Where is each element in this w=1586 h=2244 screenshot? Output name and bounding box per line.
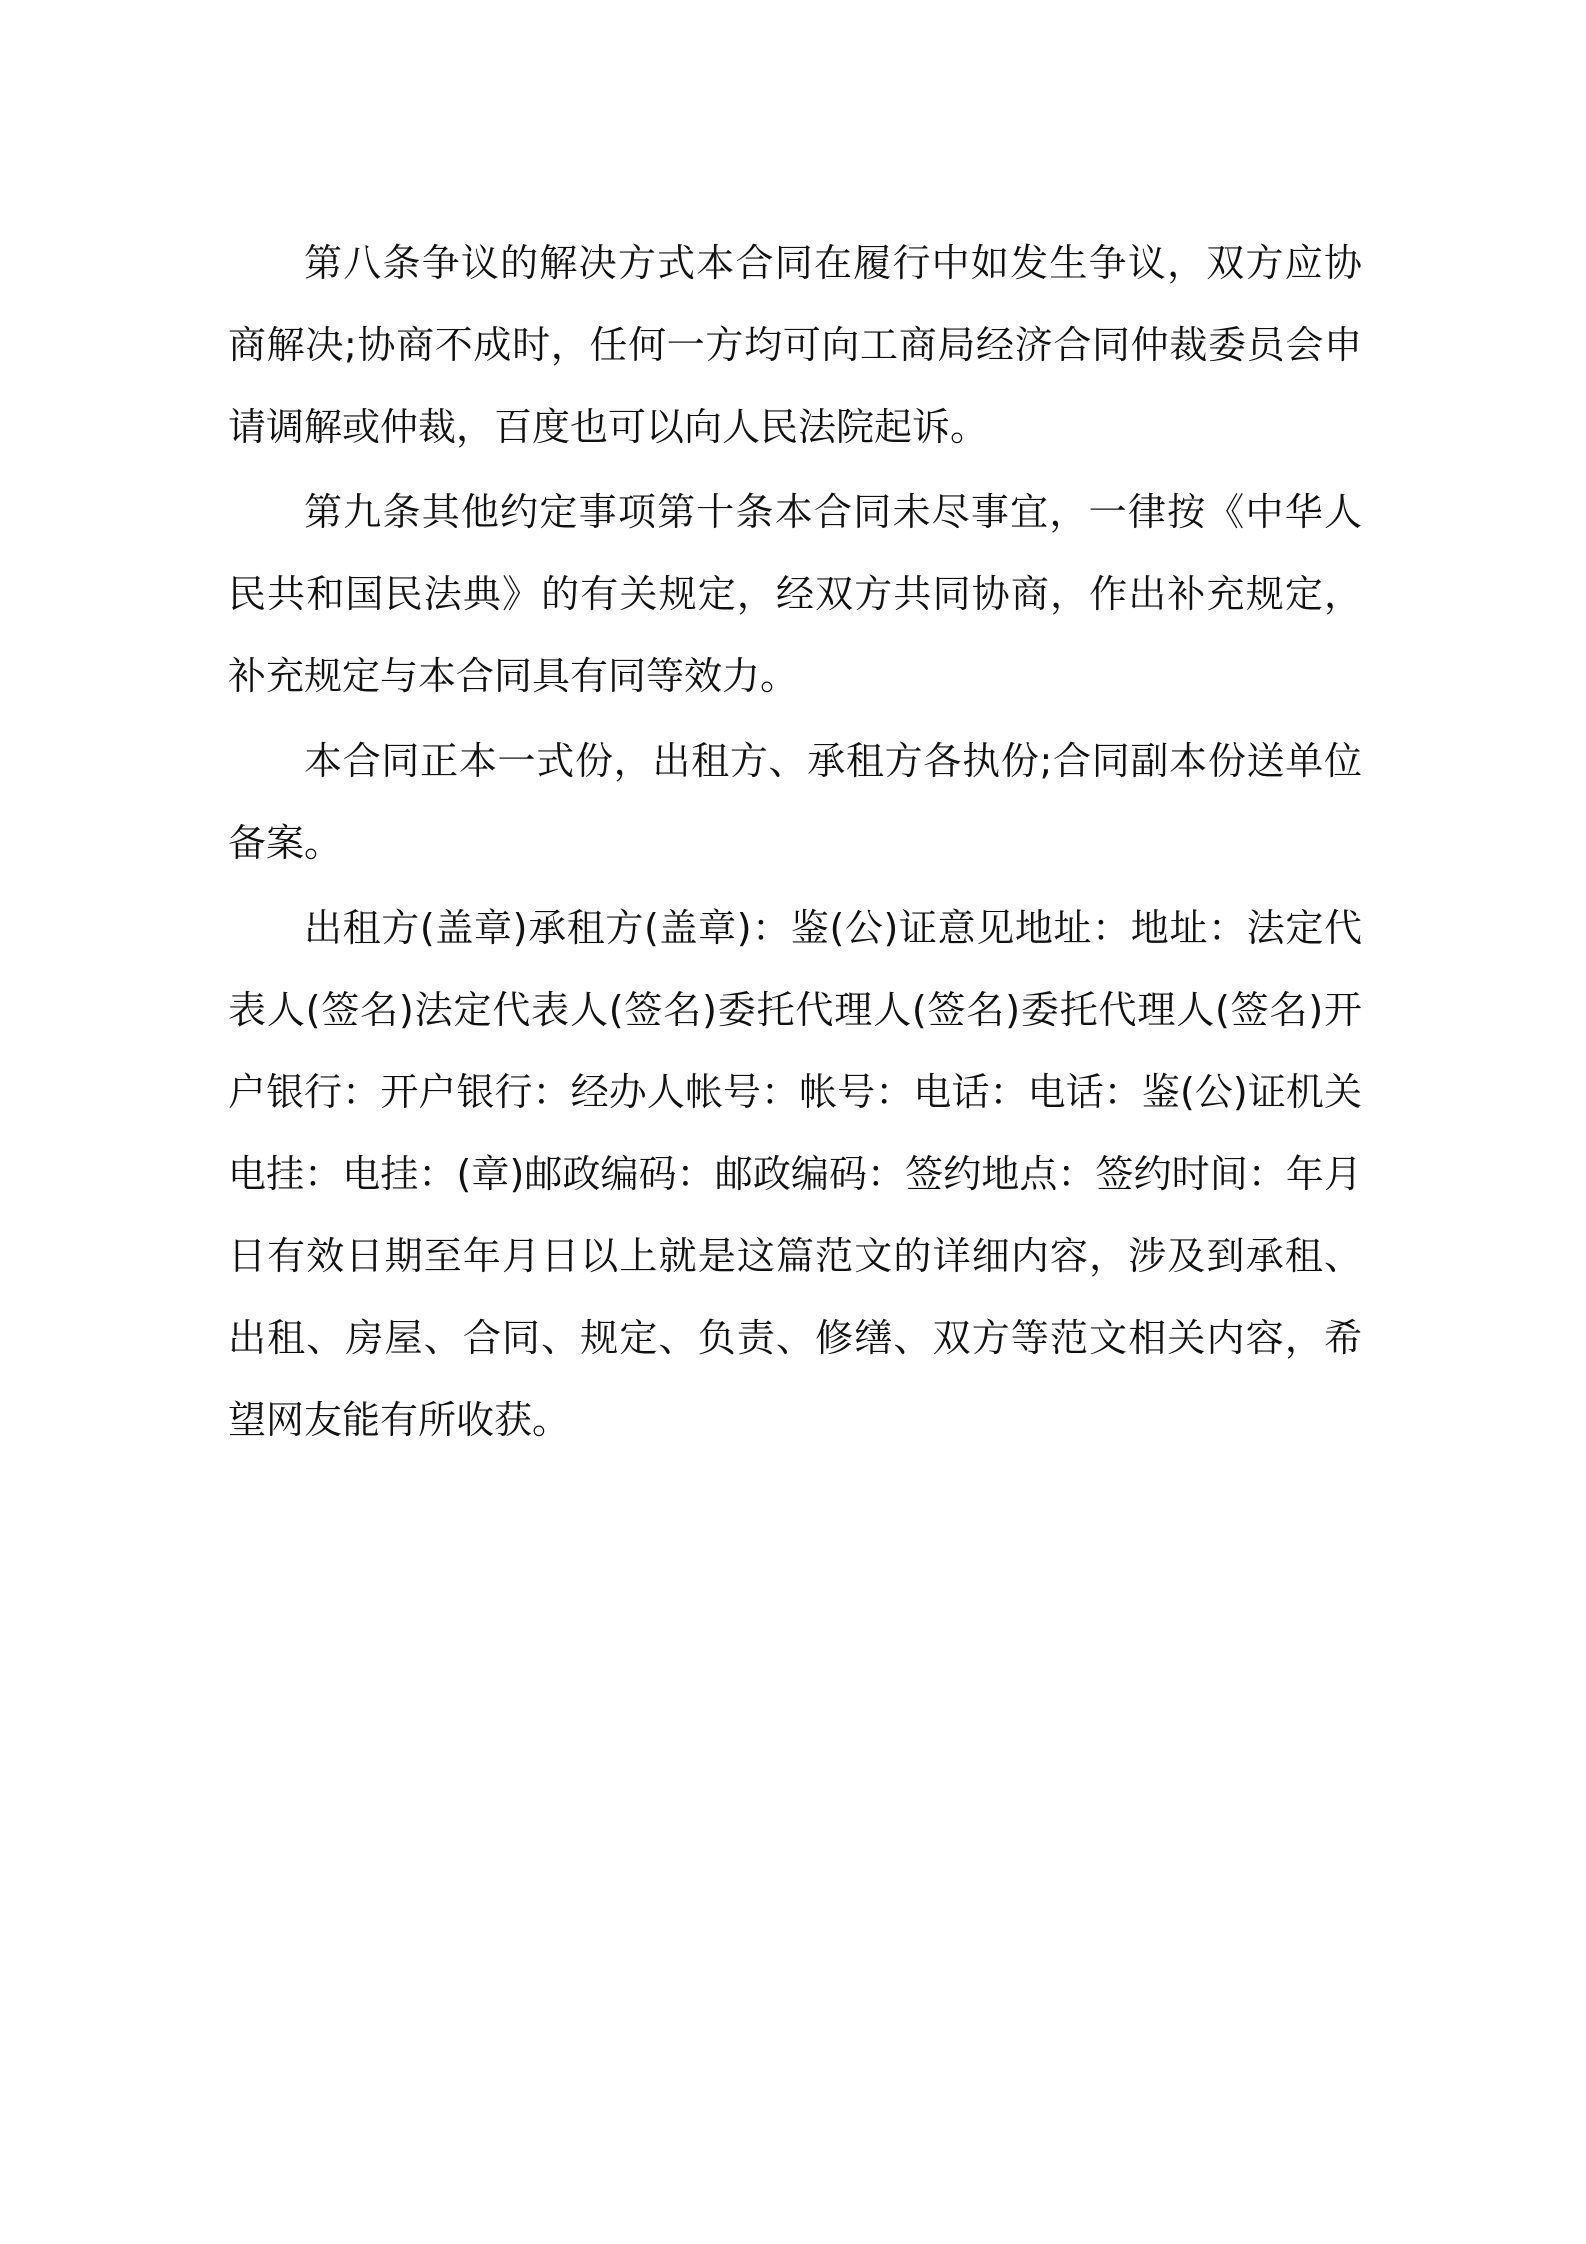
document-body xyxy=(228,222,1362,1464)
paragraph-signature-block: 出租方(盖章)承租方(盖章)：鉴(公)证意见地址：地址：法定代表人(签名)法定代表人(签名)委托代理人(签名)委托代理人(签名)开户银行：开户银行：经办人帐号：帐号：电话：电话：鉴(公)证机关电挂：电挂：(章)邮政编码：邮政编码：签约地点：签约时间：年月日有效日期至年月日以上就是这篇范文的详细内容，涉及到承租、出租、房屋、合同、规定、负责、修缮、双方等范文相关内容，希望网友能有所收获。 xyxy=(228,906,1362,1442)
paragraph-contract-copies: 本合同正本一式份，出租方、承租方各执份;合同副本份送单位备案。 xyxy=(228,739,1362,865)
paragraph-other-provisions: 第九条其他约定事项第十条本合同未尽事宜，一律按《中华人民共和国民法典》的有关规定，经双方共同协商，作出补充规定，补充规定与本合同具有同等效力。 xyxy=(228,490,1362,698)
paragraph-dispute-resolution: 第八条争议的解决方式本合同在履行中如发生争议，双方应协商解决;协商不成时，任何一方均可向工商局经济合同仲裁委员会申请调解或仲裁，百度也可以向人民法院起诉。 xyxy=(228,241,1362,449)
